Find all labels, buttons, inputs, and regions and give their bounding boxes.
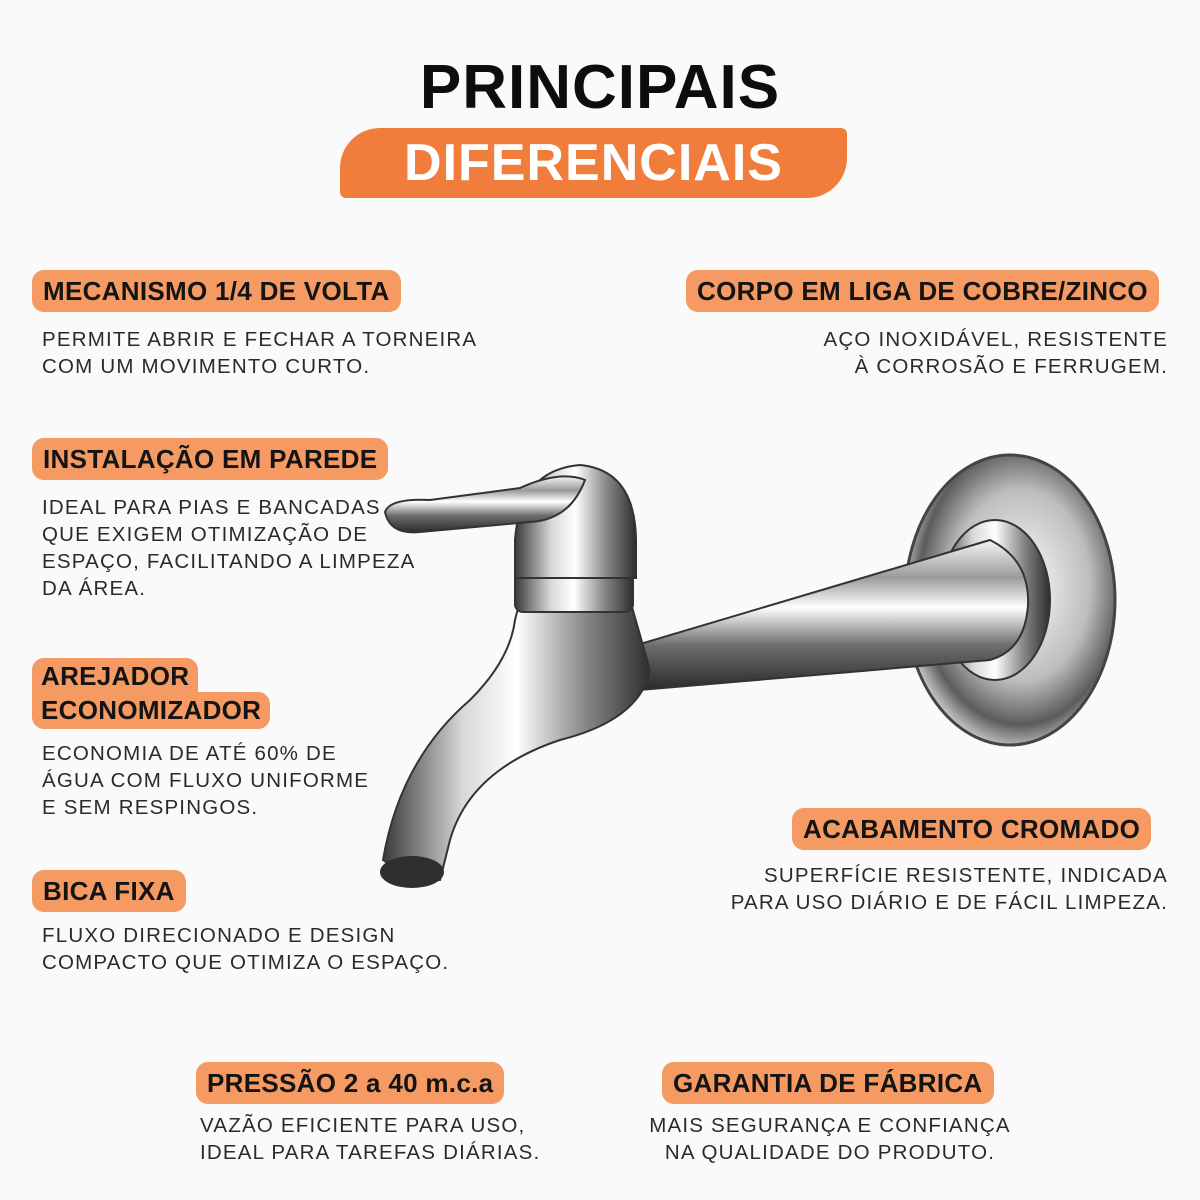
desc-line: AÇO INOXIDÁVEL, RESISTENTE [823, 328, 1168, 351]
feature-badge-corpo: CORPO EM LIGA DE COBRE/ZINCO [686, 270, 1159, 312]
desc-line: PARA USO DIÁRIO E DE FÁCIL LIMPEZA. [730, 891, 1168, 914]
desc-line: PERMITE ABRIR E FECHAR A TORNEIRA [42, 328, 478, 351]
page-subtitle: DIFERENCIAIS [404, 134, 783, 192]
badge-line: ECONOMIZADOR [32, 692, 270, 729]
desc-line: QUE EXIGEM OTIMIZAÇÃO DE [42, 523, 369, 546]
feature-desc-mecanismo [42, 326, 477, 380]
feature-badge-acabamento: ACABAMENTO CROMADO [792, 808, 1151, 850]
desc-line: ESPAÇO, FACILITANDO A LIMPEZA [42, 550, 416, 573]
desc-line: COM UM MOVIMENTO CURTO. [42, 355, 371, 378]
desc-line: COMPACTO QUE OTIMIZA O ESPAÇO. [42, 951, 450, 974]
desc-line: E SEM RESPINGOS. [42, 796, 259, 819]
feature-desc-instalacao [42, 494, 416, 602]
title-highlight-pill [340, 128, 847, 198]
desc-line: ECONOMIA DE ATÉ 60% DE [42, 742, 337, 765]
page-title: PRINCIPAIS [419, 53, 781, 122]
feature-badge-bica: BICA FIXA [32, 870, 186, 912]
desc-line: IDEAL PARA PIAS E BANCADAS [42, 496, 381, 519]
desc-line: ÁGUA COM FLUXO UNIFORME [42, 769, 370, 792]
feature-desc-bica [42, 922, 449, 976]
desc-line: IDEAL PARA TAREFAS DIÁRIAS. [200, 1141, 541, 1164]
feature-desc-pressao [200, 1112, 540, 1166]
feature-badge-garantia: GARANTIA DE FÁBRICA [662, 1062, 994, 1104]
feature-badge-pressao: PRESSÃO 2 a 40 m.c.a [196, 1062, 504, 1104]
feature-desc-corpo [824, 326, 1168, 380]
desc-line: MAIS SEGURANÇA E CONFIANÇA [649, 1114, 1011, 1137]
desc-line: DA ÁREA. [42, 577, 147, 600]
badge-line: AREJADOR [32, 658, 198, 695]
desc-line: NA QUALIDADE DO PRODUTO. [664, 1141, 996, 1164]
desc-line: FLUXO DIRECIONADO E DESIGN [42, 924, 396, 947]
desc-line: À CORROSÃO E FERRUGEM. [854, 355, 1168, 378]
feature-desc-garantia [640, 1112, 1020, 1166]
desc-line: SUPERFÍCIE RESISTENTE, INDICADA [764, 864, 1168, 887]
feature-badge-mecanismo: MECANISMO 1/4 DE VOLTA [32, 270, 401, 312]
desc-line: VAZÃO EFICIENTE PARA USO, [200, 1114, 526, 1137]
feature-badge-instalacao: INSTALAÇÃO EM PAREDE [32, 438, 388, 480]
feature-desc-arejador [42, 740, 369, 821]
chrome-wall-faucet-icon [370, 440, 1130, 900]
